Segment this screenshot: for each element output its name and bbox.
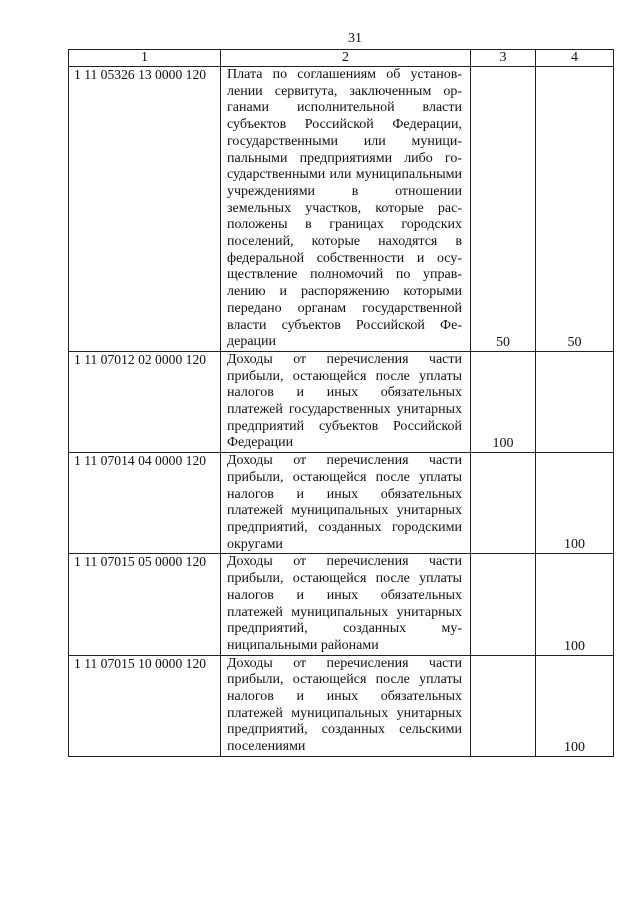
- value-col-3: [471, 554, 536, 655]
- page-number: 31: [348, 31, 362, 46]
- revenue-name: Доходы от перечисления части прибыли, остающейся после уплаты налогов и иных обязательных платежей муниципальных унитарных предприятий, созданных городскими округами: [221, 453, 471, 554]
- value-col-4: [536, 351, 614, 452]
- header-col-3: 3: [471, 50, 536, 67]
- value-col-3-text: 50: [496, 334, 510, 350]
- value-col-4-text: 100: [564, 638, 585, 654]
- table-header: [69, 50, 614, 67]
- table-row: [69, 554, 614, 655]
- revenue-code: 1 11 07014 04 0000 120: [69, 453, 221, 554]
- table-row: [69, 351, 614, 452]
- value-col-4-text: 50: [567, 334, 582, 350]
- revenue-code: 1 11 07015 05 0000 120: [69, 554, 221, 655]
- value-col-4: [536, 655, 614, 756]
- header-col-1: 1: [69, 50, 221, 67]
- budget-revenue-table: [68, 49, 614, 757]
- revenue-code: 1 11 05326 13 0000 120: [69, 67, 221, 352]
- revenue-name: Доходы от перечисления части прибыли, остающейся после уплаты налогов и иных обязательных платежей государственных унитарных предприятий субъектов Российской Федерации: [221, 351, 471, 452]
- table-row: [69, 453, 614, 554]
- header-row: [69, 50, 614, 67]
- value-col-4-text: 100: [564, 739, 585, 755]
- revenue-name: Доходы от перечисления части прибыли, остающейся после уплаты налогов и иных обязательных платежей муниципальных унитарных предприятий, созданных муниципальными районами: [221, 554, 471, 655]
- value-col-3: [471, 351, 536, 452]
- header-col-4: 4: [536, 50, 614, 67]
- value-col-4: [536, 554, 614, 655]
- header-col-2: 2: [221, 50, 471, 67]
- revenue-name: Доходы от перечисления части прибыли, остающейся после уплаты налогов и иных обязательных платежей муниципальных унитарных предприятий, созданных сельскими поселениями: [221, 655, 471, 756]
- value-col-3: [471, 453, 536, 554]
- revenue-code: 1 11 07012 02 0000 120: [69, 351, 221, 452]
- revenue-code: 1 11 07015 10 0000 120: [69, 655, 221, 756]
- value-col-3: [471, 67, 536, 352]
- table-body: [69, 67, 614, 757]
- table-row: [69, 655, 614, 756]
- value-col-4-text: 100: [564, 537, 585, 553]
- value-col-4: [536, 453, 614, 554]
- value-col-3-text: 100: [492, 436, 514, 452]
- table-row: [69, 67, 614, 352]
- revenue-name: Плата по соглашениям об установлении сервитута, заключенным органами исполнительной власти субъектов Российской Федерации, государственными или муниципальными предприятиями либо государственными или муниципальными учреждениями в отношении земельных участков, которые расположены в границах городских поселений, которые находятся в федеральной собственности и осуществление полномочий по управлению и распоряжению которыми передано органам государственной власти субъектов Российской Федерации: [221, 67, 471, 352]
- value-col-4: [536, 67, 614, 352]
- value-col-3: [471, 655, 536, 756]
